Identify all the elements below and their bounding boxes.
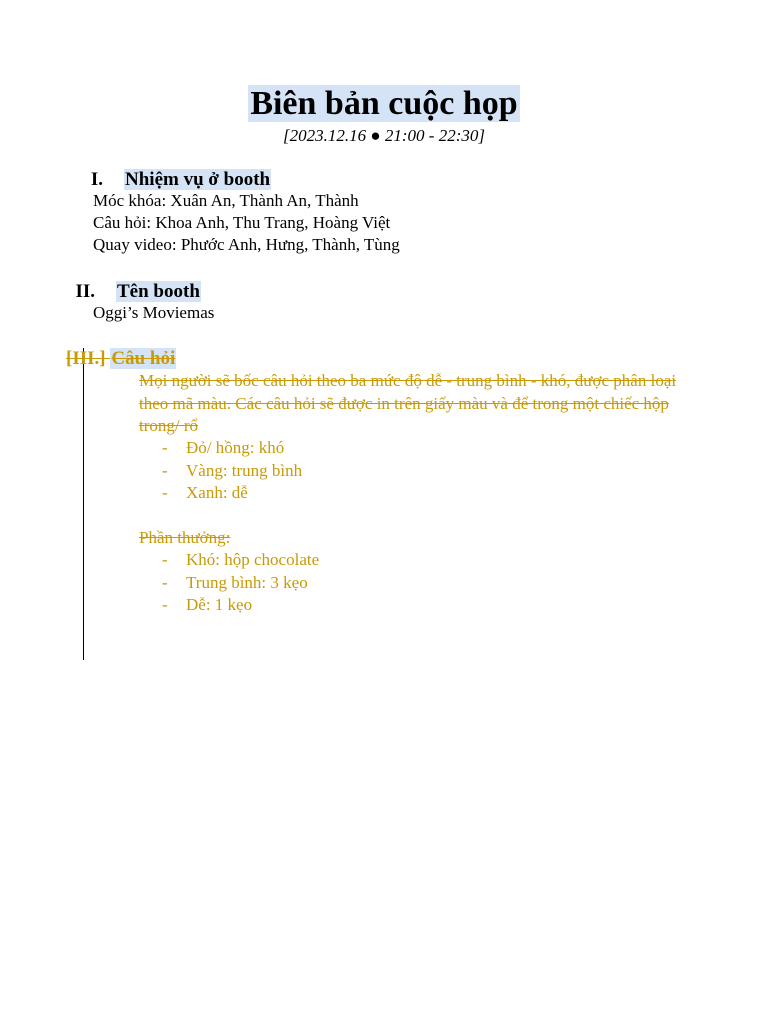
assignment-line: Câu hỏi: Khoa Anh, Thu Trang, Hoàng Việt <box>93 213 391 232</box>
assignment-line: Quay video: Phước Anh, Hưng, Thành, Tùng <box>93 235 400 254</box>
bullet-dash: - <box>162 461 168 480</box>
document-title <box>0 84 768 124</box>
document-title-text: Biên bản cuộc họp <box>250 85 518 122</box>
list-item-text: Khó: hộp chocolate <box>186 550 320 569</box>
deleted-paragraph: Mọi người sẽ bốc câu hỏi theo ba mức độ dễ - trung bình - khó, được phân loại theo mã màu. Các câu hỏi sẽ được in trên giấy màu và để trong một chiếc hộp trong/ rổ <box>139 371 677 435</box>
bullet-dash: - <box>162 573 168 592</box>
section-title-3: Câu hỏi <box>111 348 176 369</box>
list-item-text: Vàng: trung bình <box>186 461 303 480</box>
rewards-label: Phần thưởng: <box>139 528 231 547</box>
bullet-dash: - <box>162 438 168 457</box>
section-number-3: [III.] <box>66 348 106 369</box>
section-number-1: I. <box>90 169 103 190</box>
section-title-1: Nhiệm vụ ở booth <box>125 169 271 190</box>
assignment-line: Móc khóa: Xuân An, Thành An, Thành <box>93 191 359 210</box>
booth-name-line: Oggi’s Moviemas <box>93 303 215 322</box>
list-item <box>0 549 768 571</box>
document-subtitle: [2023.12.16 ● 21:00 - 22:30] <box>283 126 485 145</box>
list-item <box>0 594 768 616</box>
list-item <box>0 460 768 482</box>
list-item <box>0 437 768 459</box>
section-heading-2 <box>49 280 201 304</box>
bullet-dash: - <box>162 595 168 614</box>
bullet-dash: - <box>162 550 168 569</box>
bullet-dash: - <box>162 483 168 502</box>
list-item <box>0 572 768 594</box>
section-title-2: Tên booth <box>117 281 200 302</box>
section-heading-3 <box>66 347 176 371</box>
list-item <box>0 482 768 504</box>
section-number-2: II. <box>75 281 95 302</box>
list-item-text: Xanh: dễ <box>186 483 248 502</box>
list-item-text: Trung bình: 3 kẹo <box>186 573 308 592</box>
list-item-text: Dễ: 1 kẹo <box>186 595 253 614</box>
list-item-text: Đỏ/ hồng: khó <box>186 438 285 457</box>
section-heading-1 <box>57 168 271 192</box>
